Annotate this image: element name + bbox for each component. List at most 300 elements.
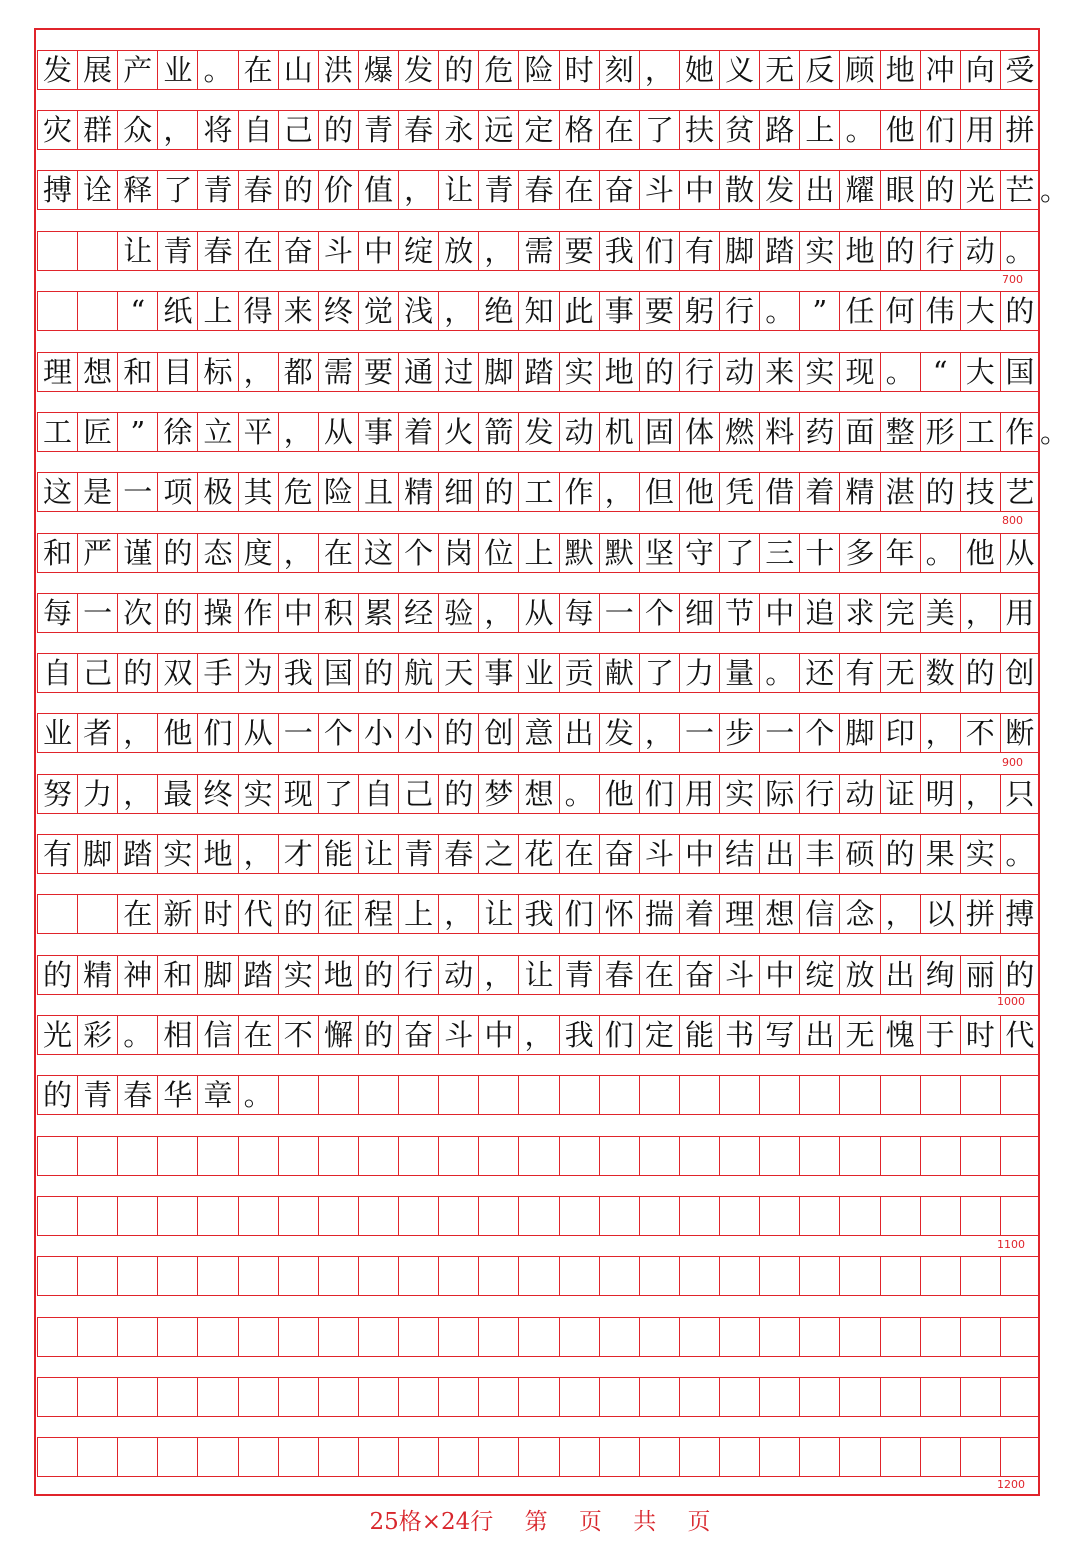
grid-cell: 中 (478, 1015, 518, 1055)
grid-cell: 在 (238, 231, 278, 271)
grid-cell: 且 (358, 472, 398, 512)
grid-row (37, 774, 1040, 814)
grid-cell: 们 (559, 894, 599, 934)
grid-cell: 险 (318, 472, 358, 512)
grid-cell: 事 (599, 291, 639, 331)
grid-cell (37, 894, 77, 934)
grid-cell: 无 (880, 653, 920, 693)
grid-cell (278, 1256, 318, 1296)
word-count-marker: 1200 (997, 1478, 1025, 1491)
grid-cell: 燃 (719, 412, 759, 452)
grid-cell: 的 (920, 170, 960, 210)
grid-cell: 事 (478, 653, 518, 693)
grid-row (37, 1015, 1040, 1055)
grid-cell (559, 1136, 599, 1176)
grid-cell: 和 (157, 955, 197, 995)
grid-cell (759, 1377, 799, 1417)
grid-cell (880, 1136, 920, 1176)
grid-cell: 业 (37, 713, 77, 753)
grid-cell: 己 (278, 110, 318, 150)
grid-cell: 来 (278, 291, 318, 331)
grid-cell: ， (960, 593, 1000, 633)
grid-cell: 才 (278, 834, 318, 874)
grid-cell (358, 1377, 398, 1417)
grid-cell: 的 (157, 533, 197, 573)
grid-cell: 实 (719, 774, 759, 814)
grid-cell: 青 (398, 834, 438, 874)
grid-cell: 面 (839, 412, 879, 452)
grid-cell: 出 (799, 1015, 839, 1055)
grid-cell: 们 (639, 231, 679, 271)
grid-cell (77, 1196, 117, 1236)
grid-cell: 想 (759, 894, 799, 934)
grid-cell: 的 (358, 653, 398, 693)
grid-cell: 明 (920, 774, 960, 814)
grid-cell (438, 1075, 478, 1115)
word-count-marker: 900 (1002, 756, 1023, 769)
grid-cell (719, 1437, 759, 1477)
grid-cell: 动 (960, 231, 1000, 271)
margin-char: 。 (1040, 173, 1070, 207)
grid-cell: 绚 (920, 955, 960, 995)
grid-cell: 为 (238, 653, 278, 693)
grid-cell (599, 1196, 639, 1236)
grid-cell (719, 1136, 759, 1176)
grid-cell: 行 (920, 231, 960, 271)
grid-row (37, 653, 1040, 693)
grid-cell: 于 (920, 1015, 960, 1055)
grid-cell: 小 (358, 713, 398, 753)
grid-row (37, 170, 1070, 210)
grid-cell (719, 1377, 759, 1417)
grid-cell: 春 (117, 1075, 157, 1115)
grid-cell (719, 1256, 759, 1296)
grid-cell: 意 (518, 713, 558, 753)
grid-cell: 谨 (117, 533, 157, 573)
grid-cell (920, 1136, 960, 1176)
grid-cell (478, 1136, 518, 1176)
grid-cell (839, 1075, 879, 1115)
grid-cell (960, 1075, 1000, 1115)
grid-cell: 创 (478, 713, 518, 753)
grid-cell: ， (880, 894, 920, 934)
grid-cell: 华 (157, 1075, 197, 1115)
grid-cell: “ (117, 291, 157, 331)
grid-cell: 危 (478, 50, 518, 90)
grid-cell: 操 (197, 593, 237, 633)
grid-cell (318, 1437, 358, 1477)
grid-cell: 大 (960, 352, 1000, 392)
grid-cell (518, 1377, 558, 1417)
grid-cell: 实 (799, 231, 839, 271)
grid-row (37, 1256, 1040, 1296)
grid-cell: 斗 (719, 955, 759, 995)
grid-cell: 信 (197, 1015, 237, 1055)
grid-cell: 三 (759, 533, 799, 573)
grid-cell (37, 231, 77, 271)
grid-cell: 释 (117, 170, 157, 210)
grid-cell: 知 (518, 291, 558, 331)
grid-cell: 箭 (478, 412, 518, 452)
grid-cell (599, 1136, 639, 1176)
grid-cell: 的 (880, 231, 920, 271)
grid-cell (478, 1075, 518, 1115)
grid-cell (839, 1136, 879, 1176)
grid-cell (799, 1136, 839, 1176)
grid-cell: 的 (438, 50, 478, 90)
grid-cell (117, 1437, 157, 1477)
grid-cell: 的 (920, 472, 960, 512)
grid-cell: 纸 (157, 291, 197, 331)
grid-cell: 这 (37, 472, 77, 512)
grid-spec: 25格×24行 (369, 1509, 494, 1535)
grid-cell: 药 (799, 412, 839, 452)
grid-cell: 春 (438, 834, 478, 874)
grid-cell: 作 (559, 472, 599, 512)
grid-cell: 们 (639, 774, 679, 814)
grid-cell (639, 1437, 679, 1477)
grid-cell: 芒 (1000, 170, 1040, 210)
grid-cell: 章 (197, 1075, 237, 1115)
grid-cell: 踏 (759, 231, 799, 271)
grid-cell: 斗 (639, 170, 679, 210)
grid-cell (318, 1196, 358, 1236)
word-count-marker: 800 (1002, 514, 1023, 527)
grid-cell: 工 (37, 412, 77, 452)
grid-cell: 的 (358, 955, 398, 995)
grid-cell: 形 (920, 412, 960, 452)
grid-cell: 是 (77, 472, 117, 512)
grid-cell: 价 (318, 170, 358, 210)
grid-cell: 但 (639, 472, 679, 512)
grid-cell: 爆 (358, 50, 398, 90)
grid-cell: 一 (77, 593, 117, 633)
grid-cell: ， (599, 472, 639, 512)
grid-cell: 度 (238, 533, 278, 573)
grid-cell: 春 (518, 170, 558, 210)
grid-row (37, 291, 1040, 331)
grid-cell: 路 (759, 110, 799, 150)
grid-cell: 了 (157, 170, 197, 210)
grid-cell (157, 1136, 197, 1176)
grid-cell: 中 (759, 593, 799, 633)
grid-cell (960, 1136, 1000, 1176)
grid-cell (157, 1377, 197, 1417)
grid-cell (880, 1196, 920, 1236)
grid-cell: 己 (77, 653, 117, 693)
grid-cell: 中 (358, 231, 398, 271)
grid-cell (559, 1256, 599, 1296)
grid-cell: 出 (799, 170, 839, 210)
grid-cell: 从 (318, 412, 358, 452)
grid-cell: 懈 (318, 1015, 358, 1055)
grid-cell: 们 (599, 1015, 639, 1055)
grid-cell (238, 1136, 278, 1176)
grid-cell: 远 (478, 110, 518, 150)
grid-cell (559, 1437, 599, 1477)
grid-cell: 来 (759, 352, 799, 392)
grid-cell: 他 (880, 110, 920, 150)
total-unit: 页 (687, 1509, 711, 1535)
grid-cell: 从 (238, 713, 278, 753)
grid-cell: 任 (839, 291, 879, 331)
grid-cell: 何 (880, 291, 920, 331)
grid-cell: 洪 (318, 50, 358, 90)
grid-cell: 只 (1000, 774, 1040, 814)
grid-cell: ， (398, 170, 438, 210)
grid-cell (77, 1256, 117, 1296)
grid-cell: 凭 (719, 472, 759, 512)
grid-cell: 春 (197, 231, 237, 271)
grid-cell: 目 (157, 352, 197, 392)
grid-cell (518, 1256, 558, 1296)
grid-cell: 上 (398, 894, 438, 934)
grid-cell (559, 1196, 599, 1236)
grid-cell (639, 1196, 679, 1236)
grid-cell (799, 1317, 839, 1357)
grid-cell: 绽 (398, 231, 438, 271)
grid-cell (318, 1075, 358, 1115)
grid-row (37, 352, 1040, 392)
grid-cell: 一 (679, 713, 719, 753)
grid-cell: 。 (759, 653, 799, 693)
grid-cell (960, 1256, 1000, 1296)
grid-cell: 代 (238, 894, 278, 934)
grid-cell: ， (478, 231, 518, 271)
total-label: 共 (633, 1509, 657, 1535)
margin-char: 。 (1040, 415, 1070, 449)
grid-cell: 拼 (960, 894, 1000, 934)
grid-cell: ， (438, 894, 478, 934)
grid-cell (880, 1437, 920, 1477)
grid-cell (599, 1437, 639, 1477)
grid-cell (197, 1136, 237, 1176)
grid-cell: 的 (358, 1015, 398, 1055)
grid-cell: 现 (278, 774, 318, 814)
grid-cell: 标 (197, 352, 237, 392)
grid-cell: 不 (278, 1015, 318, 1055)
grid-cell: 彩 (77, 1015, 117, 1055)
grid-cell: 危 (278, 472, 318, 512)
grid-cell: 国 (1000, 352, 1040, 392)
grid-cell: ， (960, 774, 1000, 814)
grid-cell: 过 (438, 352, 478, 392)
grid-cell: 从 (1000, 533, 1040, 573)
grid-cell: 在 (559, 834, 599, 874)
grid-cell: 受 (1000, 50, 1040, 90)
grid-cell: 精 (77, 955, 117, 995)
grid-cell (358, 1196, 398, 1236)
grid-cell: 精 (839, 472, 879, 512)
grid-cell: 献 (599, 653, 639, 693)
grid-cell: 自 (238, 110, 278, 150)
grid-cell (278, 1377, 318, 1417)
grid-cell: 眼 (880, 170, 920, 210)
grid-cell: 要 (358, 352, 398, 392)
grid-row (37, 110, 1040, 150)
grid-cell: 细 (438, 472, 478, 512)
grid-cell: 每 (37, 593, 77, 633)
grid-cell: 定 (518, 110, 558, 150)
grid-row (37, 472, 1040, 512)
grid-cell: 义 (719, 50, 759, 90)
grid-cell: ， (478, 955, 518, 995)
grid-cell: 神 (117, 955, 157, 995)
grid-cell (37, 1437, 77, 1477)
grid-cell: 能 (679, 1015, 719, 1055)
grid-cell (398, 1256, 438, 1296)
grid-cell: 险 (518, 50, 558, 90)
grid-cell (639, 1317, 679, 1357)
grid-cell (1000, 1136, 1040, 1176)
grid-cell (1000, 1317, 1040, 1357)
grid-cell: 愧 (880, 1015, 920, 1055)
grid-cell: 的 (37, 955, 77, 995)
grid-cell: 发 (759, 170, 799, 210)
grid-cell (839, 1256, 879, 1296)
grid-cell: 让 (518, 955, 558, 995)
grid-cell: 了 (639, 653, 679, 693)
grid-cell: ， (117, 713, 157, 753)
grid-cell (398, 1377, 438, 1417)
grid-cell: 春 (599, 955, 639, 995)
grid-cell: 发 (518, 412, 558, 452)
grid-cell: 的 (1000, 291, 1040, 331)
grid-cell: 十 (799, 533, 839, 573)
grid-cell (839, 1377, 879, 1417)
grid-cell (559, 1377, 599, 1417)
grid-cell: ， (117, 774, 157, 814)
grid-row (37, 533, 1040, 573)
grid-cell: 写 (759, 1015, 799, 1055)
grid-cell: 个 (398, 533, 438, 573)
grid-cell (157, 1256, 197, 1296)
grid-cell: 业 (157, 50, 197, 90)
grid-cell: 脚 (77, 834, 117, 874)
grid-cell: 春 (238, 170, 278, 210)
grid-cell: 技 (960, 472, 1000, 512)
grid-cell: 他 (960, 533, 1000, 573)
grid-cell: 动 (559, 412, 599, 452)
grid-cell: 的 (960, 653, 1000, 693)
grid-cell: 借 (759, 472, 799, 512)
grid-cell: 脚 (839, 713, 879, 753)
grid-cell (839, 1437, 879, 1477)
grid-cell (157, 1317, 197, 1357)
grid-cell (1000, 1377, 1040, 1417)
grid-cell (197, 1196, 237, 1236)
grid-cell: 在 (318, 533, 358, 573)
grid-cell: 的 (117, 653, 157, 693)
grid-cell: 匠 (77, 412, 117, 452)
grid-cell: 拼 (1000, 110, 1040, 150)
grid-cell (358, 1075, 398, 1115)
grid-cell (960, 1437, 1000, 1477)
grid-cell: 中 (679, 170, 719, 210)
grid-cell: 。 (117, 1015, 157, 1055)
grid-row (37, 1437, 1040, 1477)
grid-cell: 出 (880, 955, 920, 995)
grid-cell: 。 (1000, 231, 1040, 271)
grid-cell (197, 1256, 237, 1296)
grid-cell: 湛 (880, 472, 920, 512)
word-count-marker: 1100 (997, 1238, 1025, 1251)
grid-cell: 散 (719, 170, 759, 210)
grid-cell: 行 (799, 774, 839, 814)
grid-cell: 时 (960, 1015, 1000, 1055)
grid-cell: 最 (157, 774, 197, 814)
grid-cell: 斗 (318, 231, 358, 271)
grid-cell: 证 (880, 774, 920, 814)
grid-cell: 。 (559, 774, 599, 814)
grid-cell (398, 1317, 438, 1357)
grid-cell: 梦 (478, 774, 518, 814)
grid-cell (37, 291, 77, 331)
grid-cell: 青 (358, 110, 398, 150)
grid-row (37, 834, 1040, 874)
grid-cell: 工 (518, 472, 558, 512)
grid-cell: 奋 (599, 834, 639, 874)
grid-cell: 躬 (679, 291, 719, 331)
grid-cell (238, 1317, 278, 1357)
grid-cell: 默 (599, 533, 639, 573)
grid-row (37, 231, 1040, 271)
grid-cell (318, 1377, 358, 1417)
grid-cell: 数 (920, 653, 960, 693)
grid-cell: 青 (559, 955, 599, 995)
grid-cell: 天 (438, 653, 478, 693)
grid-cell: 态 (197, 533, 237, 573)
grid-cell: ， (639, 50, 679, 90)
grid-cell (799, 1196, 839, 1236)
grid-row (37, 1196, 1040, 1236)
grid-cell: 在 (238, 50, 278, 90)
grid-cell: 程 (358, 894, 398, 934)
grid-cell: 国 (318, 653, 358, 693)
grid-cell: 不 (960, 713, 1000, 753)
grid-cell: 在 (559, 170, 599, 210)
grid-cell (318, 1256, 358, 1296)
grid-cell: 丰 (799, 834, 839, 874)
grid-cell (278, 1075, 318, 1115)
grid-cell: 永 (438, 110, 478, 150)
grid-cell: ， (518, 1015, 558, 1055)
grid-cell: 需 (518, 231, 558, 271)
grid-cell: 理 (719, 894, 759, 934)
grid-cell: 项 (157, 472, 197, 512)
grid-cell: 揣 (639, 894, 679, 934)
grid-cell: 一 (278, 713, 318, 753)
grid-cell (117, 1196, 157, 1236)
grid-cell: 青 (77, 1075, 117, 1115)
grid-cell: 绽 (799, 955, 839, 995)
grid-cell: 的 (157, 593, 197, 633)
grid-cell: 的 (37, 1075, 77, 1115)
grid-cell: 工 (960, 412, 1000, 452)
grid-cell: 怀 (599, 894, 639, 934)
grid-cell: 产 (117, 50, 157, 90)
grid-cell (478, 1437, 518, 1477)
grid-cell: 创 (1000, 653, 1040, 693)
grid-cell: 终 (318, 291, 358, 331)
grid-cell: ” (799, 291, 839, 331)
grid-cell: 发 (37, 50, 77, 90)
grid-cell (679, 1136, 719, 1176)
grid-cell: 量 (719, 653, 759, 693)
grid-cell: 印 (880, 713, 920, 753)
grid-cell: 着 (398, 412, 438, 452)
grid-cell (839, 1317, 879, 1357)
